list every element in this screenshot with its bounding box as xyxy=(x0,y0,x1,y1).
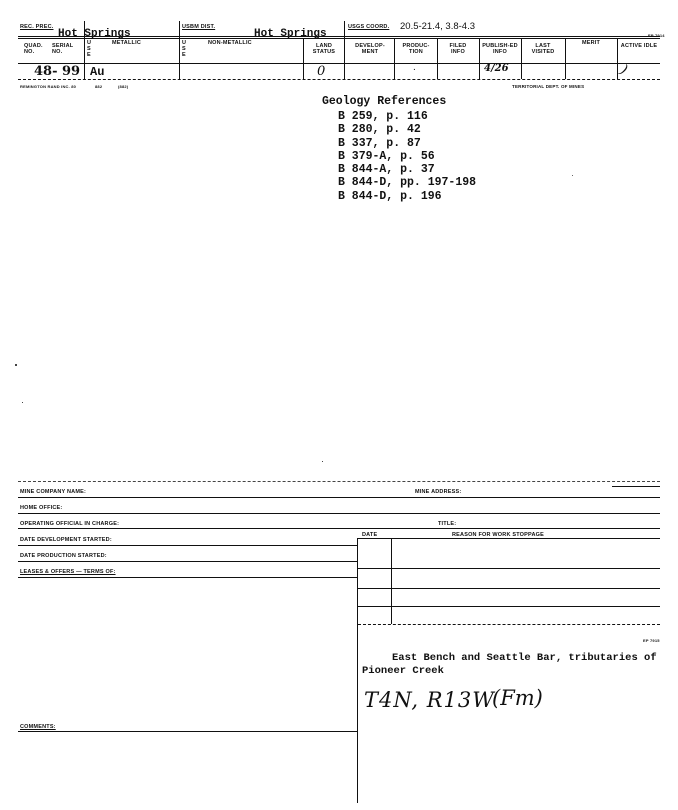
col-development: DEVELOP-MENT xyxy=(355,43,385,55)
township-range: T4N, R13W xyxy=(364,688,495,712)
comments-label: COMMENTS: xyxy=(20,724,56,730)
col-nonmetallic: NON-METALLIC xyxy=(208,40,252,46)
reference-item: B 844-D, pp. 197-198 xyxy=(338,176,477,190)
col-land-status: LAND STATUS xyxy=(312,43,336,55)
col-production: PRODUC-TION xyxy=(402,43,430,55)
reference-item: B 337, p. 87 xyxy=(338,136,421,150)
production-value: . xyxy=(413,62,416,73)
title-label: TITLE: xyxy=(438,521,457,527)
scan-speck xyxy=(322,461,323,462)
reference-item: B 844-D, p. 196 xyxy=(338,189,442,203)
active-idle-value: ) xyxy=(617,61,631,79)
meridian: (Fm) xyxy=(492,686,543,710)
col-published-info: PUBLISH-ED INFO xyxy=(482,43,518,55)
mine-address-label: MINE ADDRESS: xyxy=(415,489,462,495)
col-last-visited: LAST VISITED xyxy=(531,43,555,55)
col-metallic: METALLIC xyxy=(112,40,141,46)
published-value: 4/26 xyxy=(484,63,509,74)
reference-item: B 259, p. 116 xyxy=(338,110,428,123)
col-merit: MERIT xyxy=(581,40,601,46)
location-description: East Bench and Seattle Bar, tributaries of Pioneer Creek xyxy=(362,652,657,677)
col-use-mark-nonmetallic: U S E xyxy=(182,40,187,58)
usgs-coord-value: 20.5-21.4, 3.8-4.3 xyxy=(400,21,475,32)
printer-code-2: (882) xyxy=(118,84,129,89)
usgs-coord-label: USGS COORD. xyxy=(348,24,390,30)
reference-item: B 280, p. 42 xyxy=(338,123,421,137)
col-serial: SERIAL NO. xyxy=(52,43,74,55)
reference-item: B 844-A, p. 37 xyxy=(338,163,435,177)
printer-line-right: TERRITORIAL DEPT. OF MINES xyxy=(512,84,585,89)
form-number: EP 7914 xyxy=(648,33,665,38)
date-production-label: DATE PRODUCTION STARTED: xyxy=(20,553,107,559)
date-column-label: DATE xyxy=(362,532,378,538)
reference-item: B 379-A, p. 56 xyxy=(338,149,435,163)
references-title: Geology References xyxy=(322,95,447,108)
col-active-idle: ACTIVE IDLE xyxy=(620,43,658,49)
usbm-dist-value: Hot Springs xyxy=(254,28,327,40)
land-status-value: 0 xyxy=(317,64,326,79)
printer-line-left: REMINGTON RAND INC. 80 xyxy=(20,84,77,89)
quad-serial-value: 48- 99 xyxy=(34,64,81,79)
home-office-label: HOME OFFICE: xyxy=(20,505,63,511)
rec-prec-label: REC. PREC. xyxy=(20,24,54,30)
date-development-label: DATE DEVELOPMENT STARTED: xyxy=(20,537,112,543)
scan-speck xyxy=(22,402,23,403)
reason-column-label: REASON FOR WORK STOPPAGE xyxy=(452,532,544,538)
mine-company-label: MINE COMPANY NAME: xyxy=(20,489,87,495)
leases-label: LEASES & OFFERS — TERMS OF: xyxy=(20,569,116,575)
scan-speck xyxy=(572,175,573,176)
metallic-value: Au xyxy=(90,65,105,79)
form-number-2: EP 7915 xyxy=(643,638,660,643)
usbm-dist-label: USBM DIST. xyxy=(182,24,216,30)
col-use-mark-metallic: U S E xyxy=(87,40,92,58)
col-quad: QUAD. NO. xyxy=(24,43,43,55)
printer-code-1: 882 xyxy=(95,84,103,89)
operating-official-label: OPERATING OFFICIAL IN CHARGE: xyxy=(20,521,120,527)
col-filed-info: FILED INFO xyxy=(449,43,467,55)
scan-speck xyxy=(15,364,17,366)
rec-prec-value: Hot Springs xyxy=(58,28,131,40)
